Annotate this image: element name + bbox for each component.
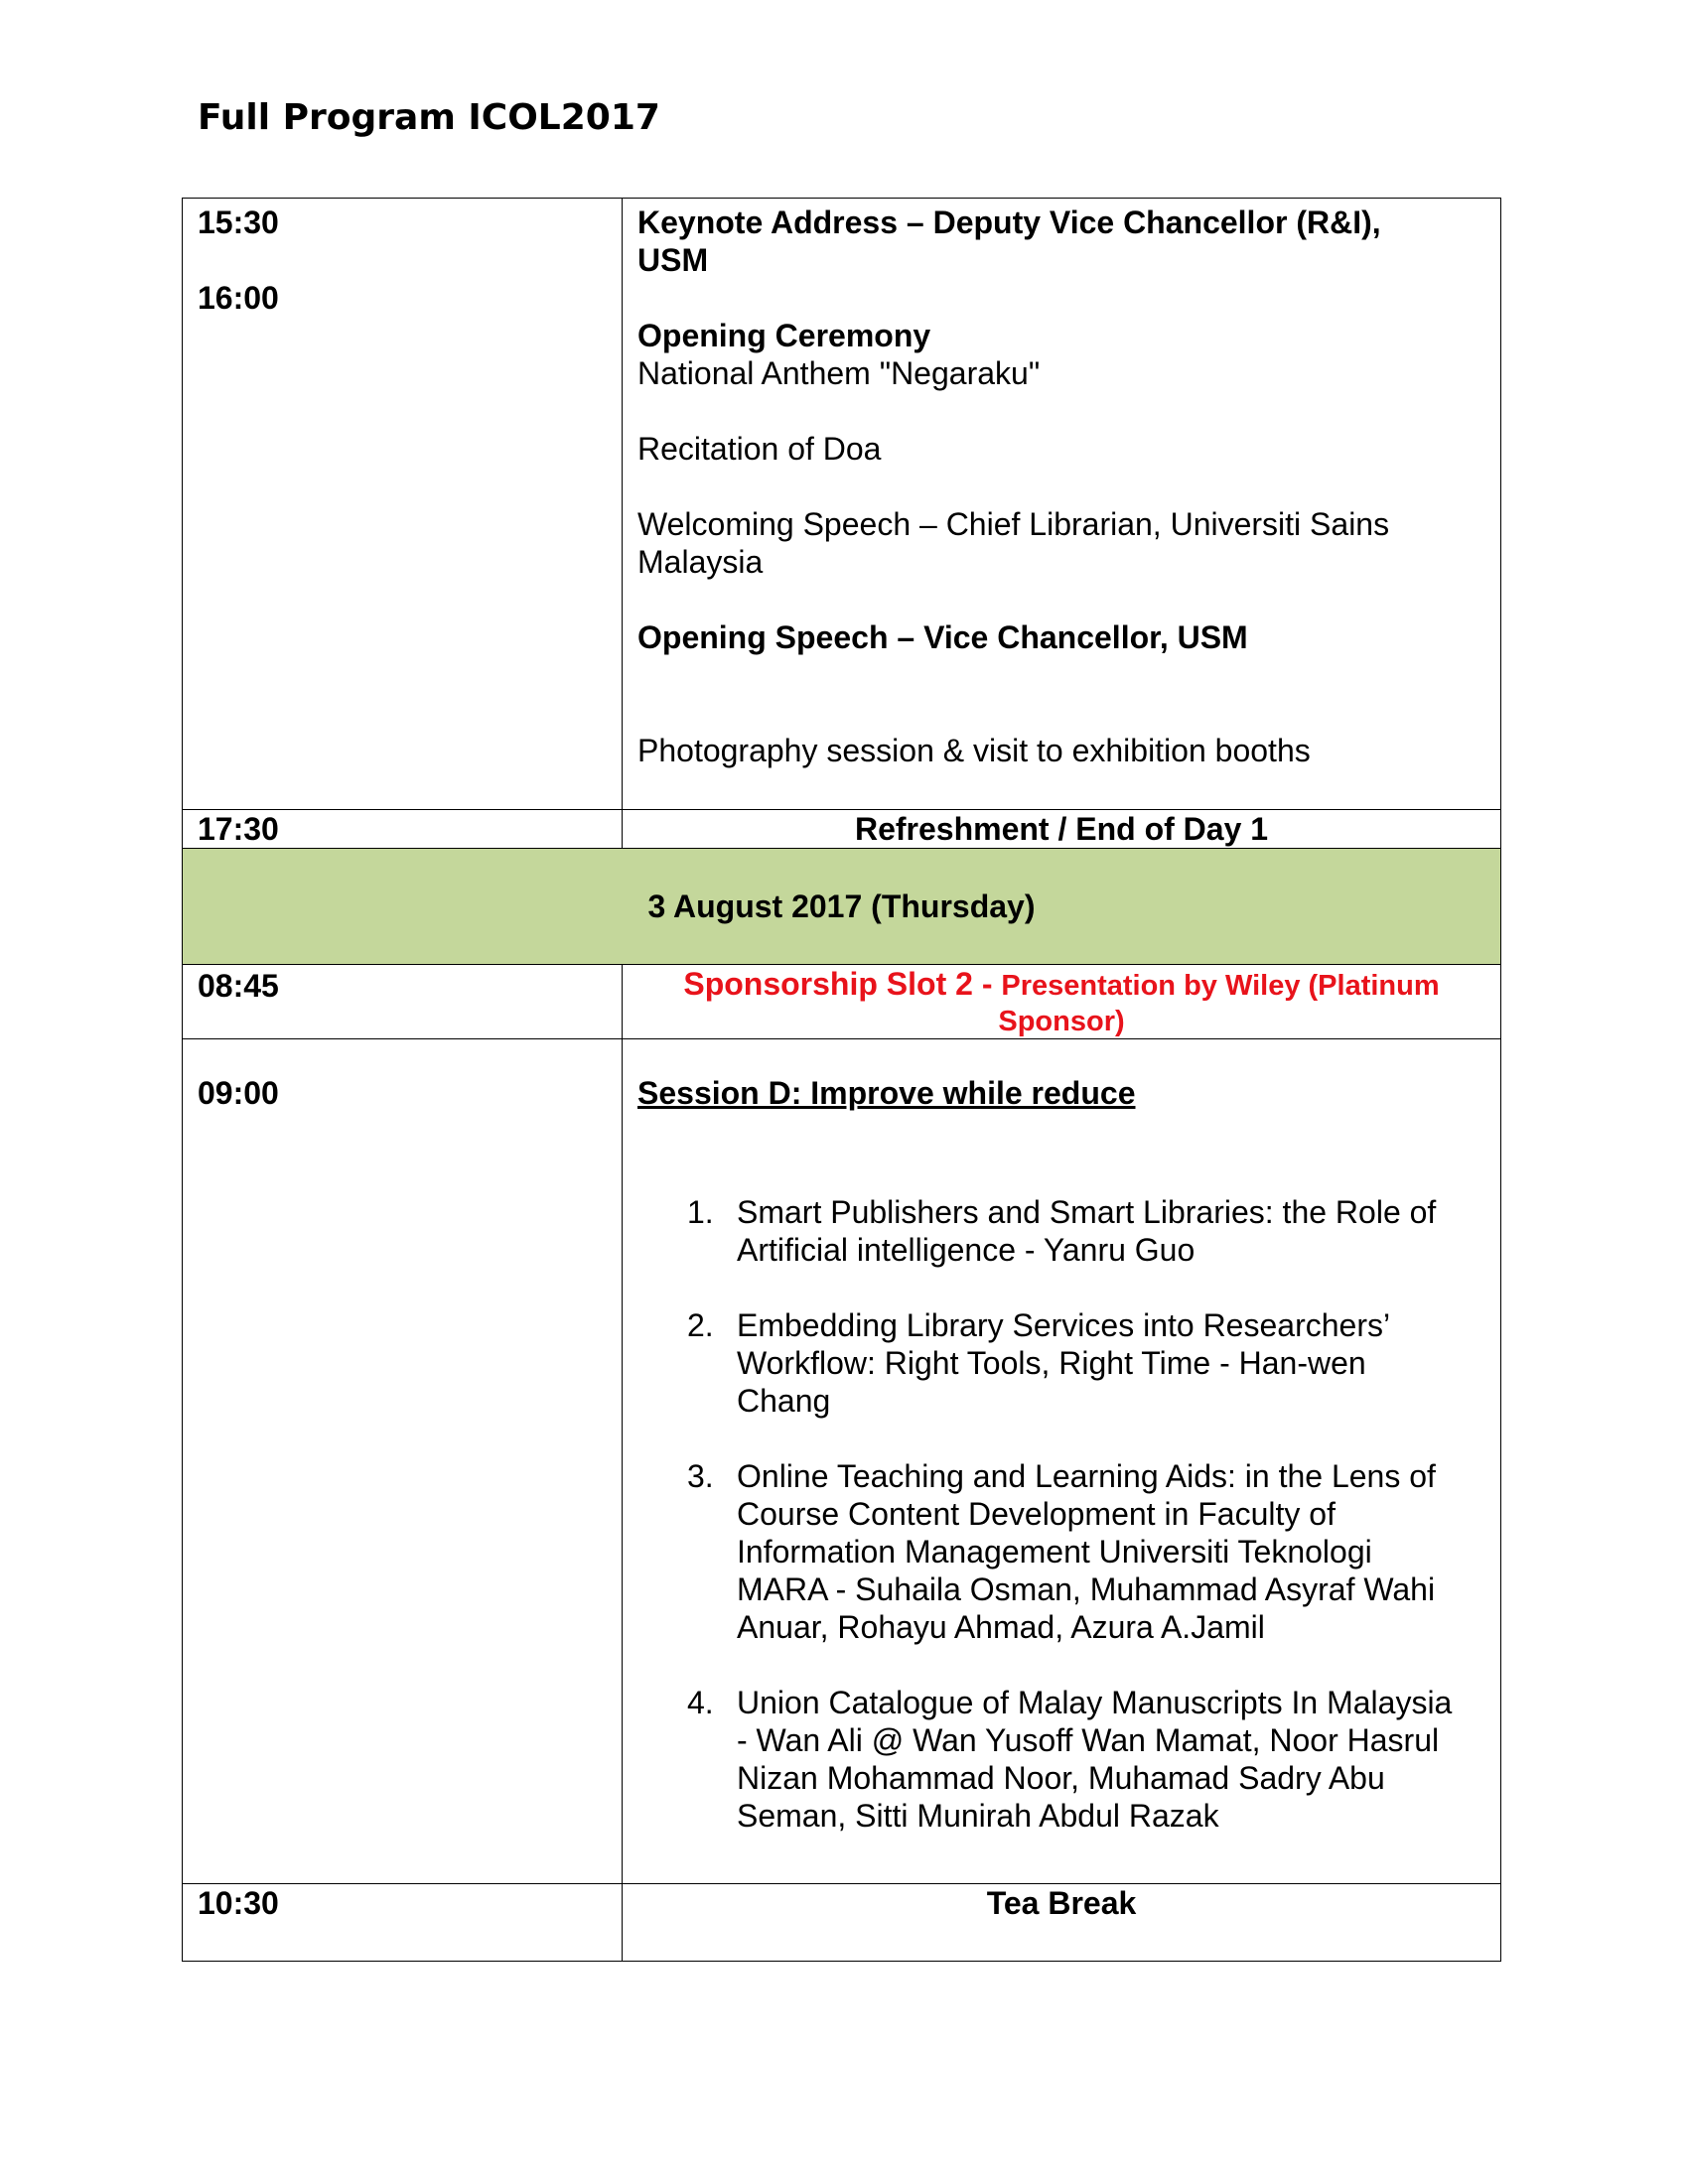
paper-text: Workflow: Right Tools, Right Time - Han-wen (737, 1345, 1366, 1381)
opening-speech: Opening Speech – Vice Chancellor, USM (637, 619, 1248, 655)
paper-list (637, 1193, 1461, 1835)
paper-text: Nizan Mohammad Noor, Muhamad Sadry Abu (737, 1760, 1385, 1796)
time-cell (183, 1884, 623, 1962)
sponsorship-detail-cont: Sponsor) (998, 1006, 1125, 1037)
paper-text: Union Catalogue of Malay Manuscripts In Malaysia (737, 1685, 1453, 1720)
paper-text: Information Management Universiti Teknologi (737, 1534, 1372, 1570)
time-label: 16:00 (198, 280, 279, 316)
time-cell (183, 1039, 623, 1884)
table-row (183, 965, 1501, 1039)
event-cell (623, 965, 1501, 1039)
paper-text: Artificial intelligence - Yanru Guo (737, 1232, 1196, 1268)
list-item (687, 1193, 1461, 1269)
time-label: 17:30 (198, 811, 279, 847)
time-label: 15:30 (198, 205, 279, 240)
time-cell (183, 965, 623, 1039)
date-row (183, 849, 1501, 965)
list-item (687, 1306, 1461, 1420)
event-cell (623, 199, 1501, 810)
anthem-item: National Anthem "Negaraku" (637, 355, 1041, 391)
welcoming-speech: Welcoming Speech – Chief Librarian, Universiti Sains (637, 506, 1390, 542)
list-item (687, 1457, 1461, 1646)
table-row (183, 1039, 1501, 1884)
time-label: 08:45 (198, 968, 279, 1004)
date-cell (183, 849, 1501, 965)
table-row (183, 810, 1501, 849)
event-cell (623, 810, 1501, 849)
time-label: 09:00 (198, 1075, 279, 1111)
program-table (182, 198, 1501, 1962)
session-d-title: Session D: Improve while reduce (637, 1075, 1136, 1111)
table-row (183, 199, 1501, 810)
sponsorship-detail: Presentation by Wiley (Platinum (1001, 970, 1440, 1002)
event-cell (623, 1884, 1501, 1962)
photography-session: Photography session & visit to exhibition booths (637, 733, 1311, 768)
paper-text: Anuar, Rohayu Ahmad, Azura A.Jamil (737, 1609, 1265, 1645)
opening-ceremony-title: Opening Ceremony (637, 318, 931, 353)
list-number: 1. (687, 1194, 714, 1230)
tea-break-label: Tea Break (986, 1885, 1137, 1921)
paper-text: Smart Publishers and Smart Libraries: the Role of (737, 1194, 1437, 1230)
time-label: 10:30 (198, 1885, 279, 1921)
paper-text: Chang (737, 1383, 831, 1419)
page-title: Full Program ICOL2017 (198, 97, 660, 138)
list-item (687, 1684, 1461, 1835)
paper-text: - Wan Ali @ Wan Yusoff Wan Mamat, Noor Hasrul (737, 1722, 1440, 1758)
paper-text: Course Content Development in Faculty of (737, 1496, 1336, 1532)
end-of-day-label: Refreshment / End of Day 1 (854, 811, 1269, 847)
keynote-title: Keynote Address – Deputy Vice Chancellor (R&I), (637, 205, 1381, 240)
sponsorship-label: Sponsorship Slot 2 - (683, 966, 1002, 1002)
list-number: 3. (687, 1458, 714, 1494)
paper-text: Seman, Sitti Munirah Abdul Razak (737, 1798, 1219, 1834)
table-row (183, 1884, 1501, 1962)
welcoming-speech-cont: Malaysia (637, 544, 764, 580)
date-label: 3 August 2017 (Thursday) (647, 888, 1036, 924)
keynote-title-cont: USM (637, 242, 709, 278)
time-cell (183, 199, 623, 810)
list-number: 4. (687, 1685, 714, 1720)
paper-text: Embedding Library Services into Researchers’ (737, 1307, 1391, 1343)
list-number: 2. (687, 1307, 714, 1343)
event-cell (623, 1039, 1501, 1884)
time-cell (183, 810, 623, 849)
doa-item: Recitation of Doa (637, 431, 882, 467)
paper-text: Online Teaching and Learning Aids: in the Lens of (737, 1458, 1436, 1494)
paper-text: MARA - Suhaila Osman, Muhammad Asyraf Wahi (737, 1571, 1436, 1607)
